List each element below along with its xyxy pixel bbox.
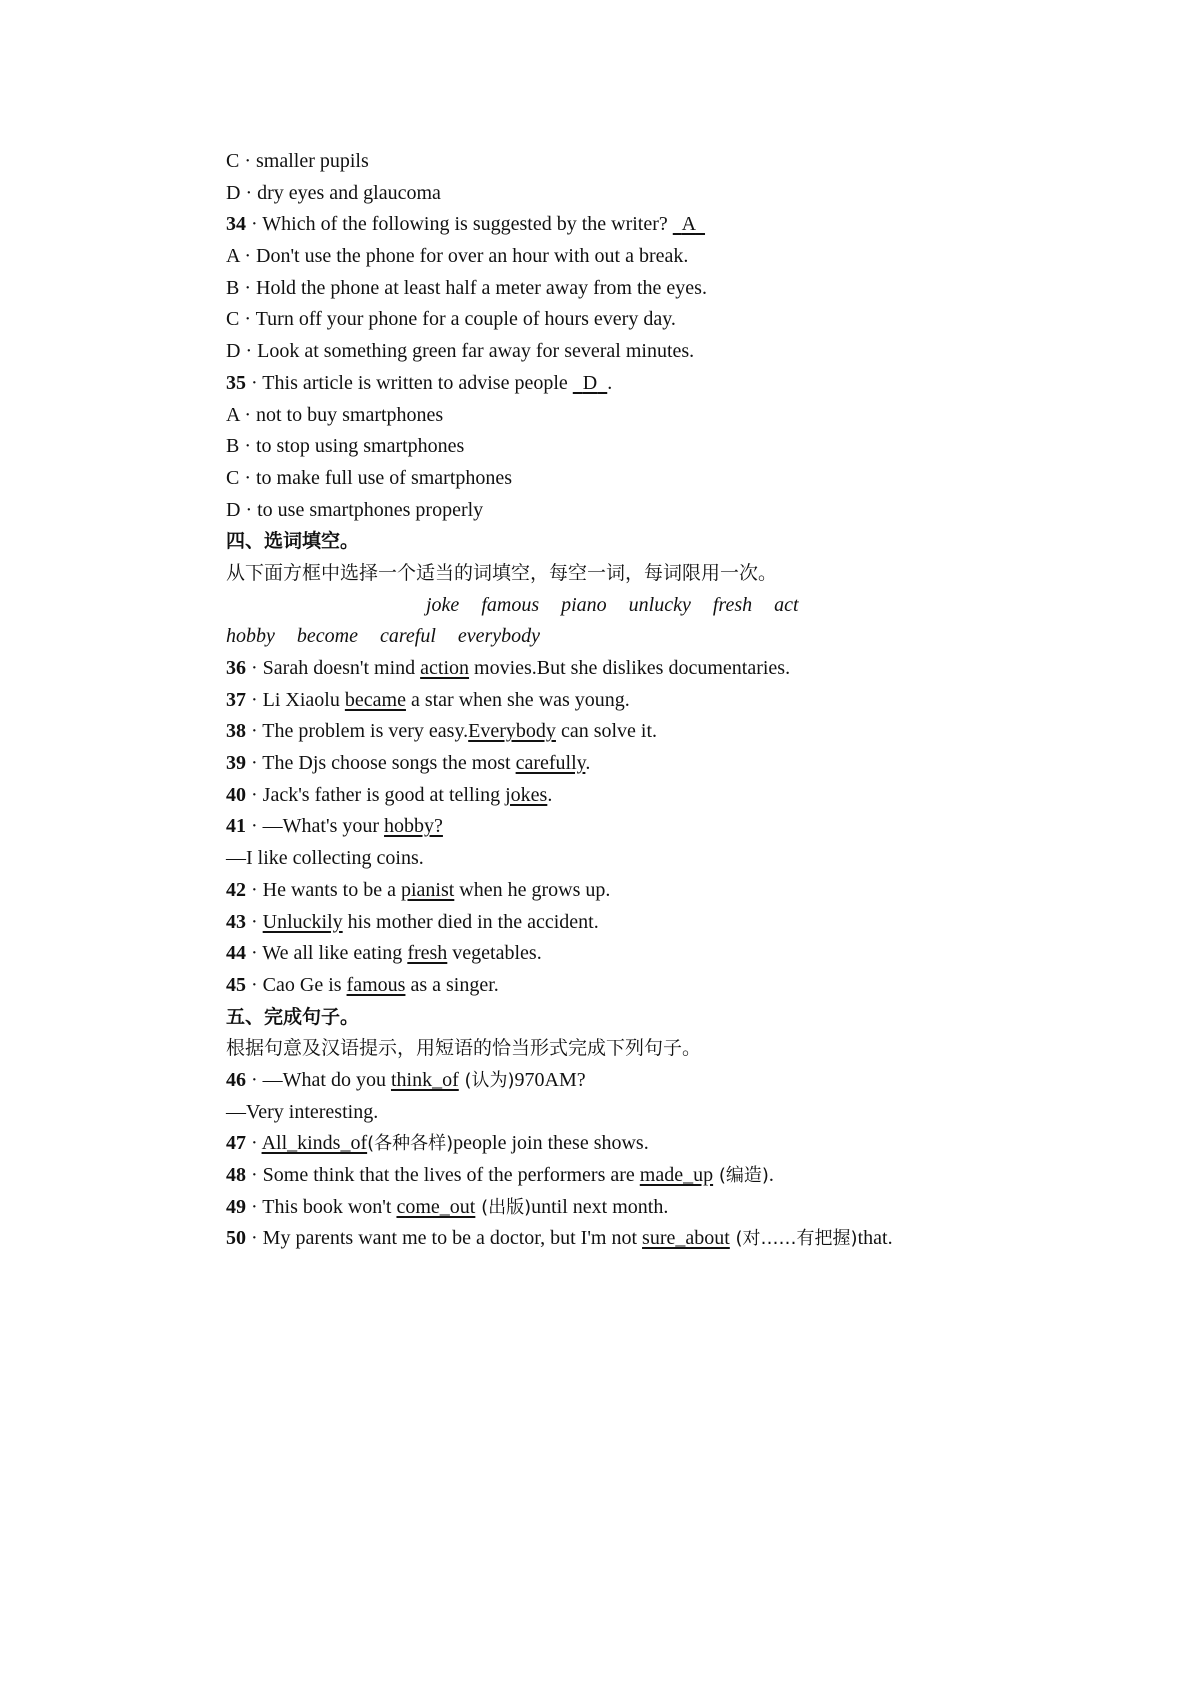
answer-text: carefully [515,752,586,775]
q35-option-d: D · to use smartphones properly [226,498,484,521]
answer-text: Everybody [468,720,556,743]
fill-in-item [226,685,1126,717]
word-bank-word: act [774,593,799,616]
chinese-hint: (编造) [713,1165,769,1186]
question-text: movies.But she dislikes documentaries. [469,657,791,679]
question-number: 38 [226,720,246,743]
fill-in-item [226,811,1126,843]
q33-option-d: D · dry eyes and glaucoma [226,181,441,204]
chinese-hint: (认为) [458,1069,515,1091]
fill-in-item [226,780,1126,812]
fill-in-item [226,653,1126,685]
question-number: 36 [226,657,246,679]
section4-heading: 四、选词填空。 [226,530,360,553]
q34-option-b: B · Hold the phone at least half a meter away from the eyes. [226,276,707,299]
fill-in-item [226,907,1126,939]
question-text: · —What's your [246,815,385,838]
question-text: . [585,752,591,775]
answer-text: sure_about [642,1227,730,1250]
word-bank-word: piano [561,593,607,616]
answer-text: jokes [505,783,548,806]
question-text: . [768,1164,774,1186]
word-bank-word: famous [481,593,540,616]
chinese-hint: (出版) [475,1196,532,1218]
question-text: 970AM? [514,1068,586,1091]
fill-in-item [226,938,1126,970]
question-number: 45 [226,973,246,996]
q34-option-c: C · Turn off your phone for a couple of hours every day. [226,308,676,331]
sentence-item [226,1192,1126,1224]
question-text: —I like collecting coins. [226,847,424,870]
answer-blank [673,213,705,235]
word-bank-word: become [296,625,358,648]
q34-option-a: A · Don't use the phone for over an hour with out a break. [226,245,689,268]
question-text: · This article is written to advise people [246,371,573,394]
answer-text: All_kinds_of [261,1132,368,1155]
question-number: 43 [226,910,246,933]
question-end: . [607,371,613,394]
sentence-item [226,1160,1126,1192]
section5-heading: 五、完成句子。 [226,1005,360,1028]
question-number: 37 [226,688,246,711]
answer-text: pianist [400,878,455,901]
question-text: · Li Xiaolu [246,688,345,711]
q34-stem [226,209,1126,241]
fill-in-item [226,748,1126,780]
question-text: · The Djs choose songs the most [246,752,516,775]
answer-text: action [420,657,470,679]
word-bank-word: unlucky [628,593,691,616]
question-text: can solve it. [555,720,658,743]
question-text: as a singer. [405,973,499,996]
question-text: that. [857,1227,893,1250]
section5-instruction: 根据句意及汉语提示，用短语的恰当形式完成下列句子。 [226,1037,702,1060]
question-text: · Sarah doesn't mind [246,657,421,679]
question-number: 35 [226,371,246,394]
section4-items [226,653,1126,1002]
sentence-item [226,1128,1126,1160]
question-text: · Cao Ge is [246,973,347,996]
answer-text: D [582,371,598,394]
sentence-item [226,1097,1126,1129]
question-number: 40 [226,783,246,806]
question-text: · —What do you [246,1068,391,1091]
question-number: 50 [226,1227,246,1250]
answer-text: made_up [639,1164,714,1186]
answer-text: fresh [407,942,448,965]
question-text: vegetables. [447,942,542,965]
answer-text: became [344,688,406,711]
question-text: · My parents want me to be a doctor, but I'm not [246,1227,643,1250]
question-text: —Very interesting. [226,1100,379,1123]
question-number: 46 [226,1068,246,1091]
answer-text: think_of [390,1068,459,1091]
question-text: when he grows up. [454,878,611,901]
question-text: · The problem is very easy. [246,720,469,743]
word-bank-word: everybody [457,625,541,648]
question-text: · [246,1132,262,1155]
fill-in-item [226,970,1126,1002]
question-text: a star when she was young. [405,688,630,711]
question-number: 49 [226,1195,246,1218]
q35-stem [226,368,1126,400]
question-text: until next month. [531,1195,669,1218]
chinese-hint: (各种各样) [367,1133,454,1155]
question-text: · Some think that the lives of the performers are [246,1164,640,1186]
question-text: his mother died in the accident. [342,910,599,933]
question-number: 41 [226,815,246,838]
sentence-item [226,1065,1126,1097]
question-number: 47 [226,1132,246,1155]
question-text: · Which of the following is suggested by the writer? [246,213,668,236]
chinese-hint: (对……有把握) [729,1228,858,1250]
question-text: · He wants to be a [246,878,401,901]
section4-instruction: 从下面方框中选择一个适当的词填空，每空一词，每词限用一次。 [226,561,778,584]
section5-items [226,1065,1126,1255]
word-bank-word: careful [379,625,436,648]
answer-text: come_out [396,1195,476,1218]
question-text: people join these shows. [453,1132,649,1155]
fill-in-item [226,716,1126,748]
question-number: 44 [226,942,246,965]
q35-option-b: B · to stop using smartphones [226,435,465,458]
q33-option-c: C · smaller pupils [226,150,369,172]
answer-text: A [681,213,696,236]
q35-option-a: A · not to buy smartphones [226,403,444,426]
fill-in-item [226,843,1126,875]
question-text: · [246,910,263,933]
sentence-item [226,1223,1126,1255]
answer-text: hobby? [384,815,443,838]
question-text: · We all like eating [246,942,408,965]
answer-blank [573,372,607,394]
answer-text: Unluckily [262,910,343,933]
word-bank-word: joke [426,593,460,616]
q35-option-c: C · to make full use of smartphones [226,466,513,489]
answer-text: famous [346,973,406,996]
question-text: . [547,783,553,806]
q34-option-d: D · Look at something green far away for several minutes. [226,340,695,363]
question-number: 34 [226,213,246,236]
question-number: 39 [226,752,246,775]
word-bank-row1 [226,590,1126,622]
question-number: 48 [226,1164,246,1186]
word-bank-row2 [226,621,1126,653]
fill-in-item [226,875,1126,907]
question-number: 42 [226,878,246,901]
question-text: · Jack's father is good at telling [246,783,506,806]
word-bank-word: hobby [226,625,275,648]
worksheet-page [226,146,1126,1255]
question-text: · This book won't [246,1195,397,1218]
word-bank-word: fresh [712,593,753,616]
